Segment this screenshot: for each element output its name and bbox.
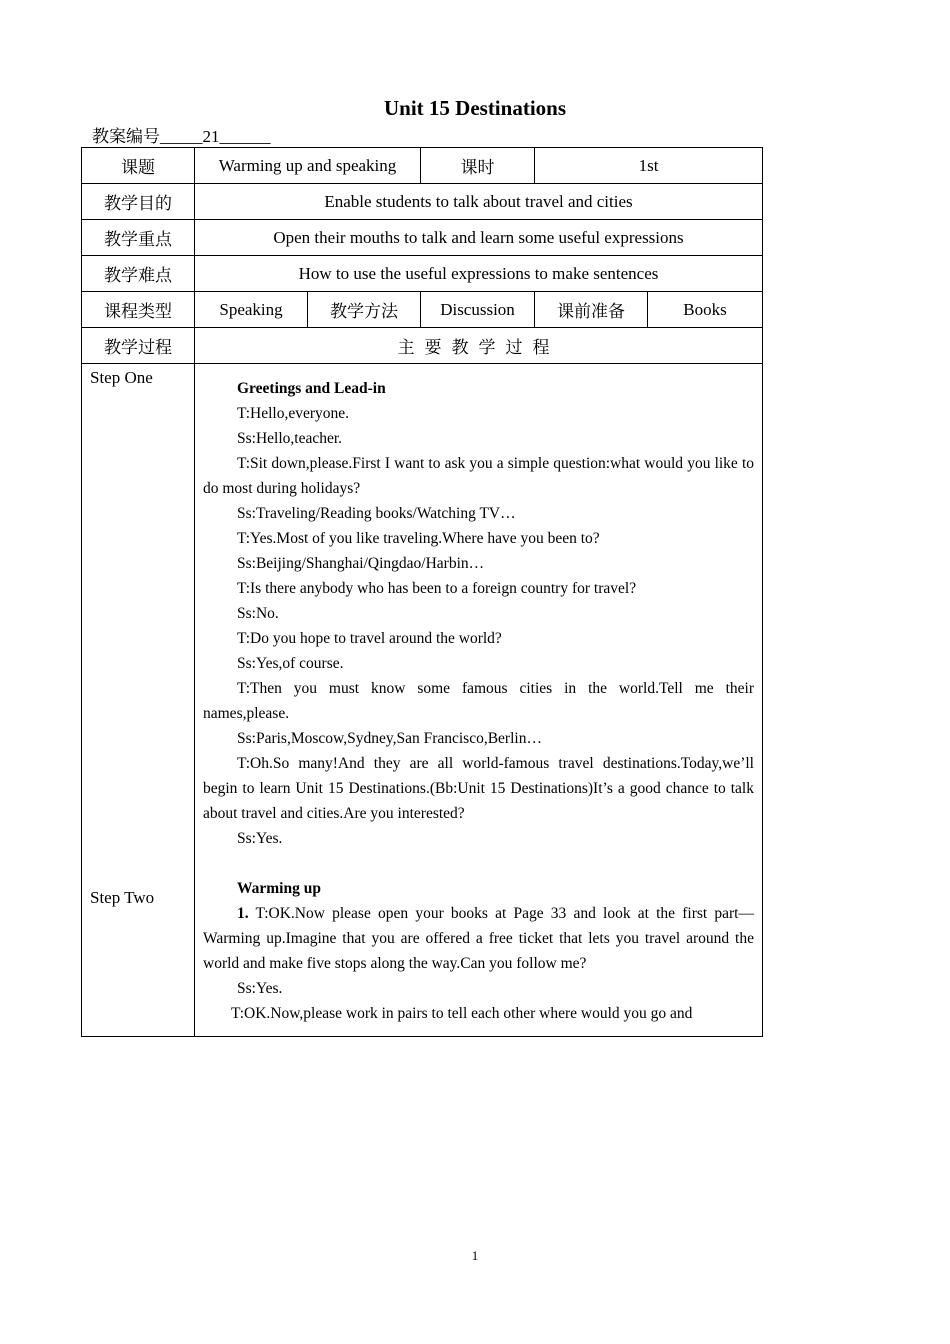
page-number: 1 — [471, 1248, 479, 1263]
item-text: T:OK.Now please open your books at Page 33 and look at the first part—Warming up.Imagine that you are offered a free ticket that lets you travel around the world and make five stops along the way.Can you follow me? — [203, 905, 754, 972]
dialogue-line: T:OK.Now,please work in pairs to tell each other where would you go and — [231, 1005, 693, 1022]
cell-label-course-type: 课程类型 — [82, 292, 195, 328]
cell-key-point-value: Open their mouths to talk and learn some useful expressions — [195, 220, 763, 256]
cell-label-process: 教学过程 — [82, 328, 195, 364]
step-column — [82, 364, 195, 1037]
dialogue-line: Ss:Yes. — [237, 980, 283, 997]
cell-aim-value: Enable students to talk about travel and cities — [195, 184, 763, 220]
teaching-process-content — [195, 364, 763, 1037]
section-heading: Warming up — [237, 880, 321, 897]
table-row — [82, 184, 763, 220]
cell-preparation-value: Books — [648, 292, 763, 328]
dialogue-line: Ss:Traveling/Reading books/Watching TV… — [237, 505, 516, 522]
dialogue-line: Ss:Yes,of course. — [237, 655, 344, 672]
dialogue-line: T:Yes.Most of you like traveling.Where have you been to? — [237, 530, 600, 547]
dialogue-line: T:Do you hope to travel around the world? — [237, 630, 502, 647]
cell-difficulty-value: How to use the useful expressions to make sentences — [195, 256, 763, 292]
cell-topic-value: Warming up and speaking — [195, 148, 421, 184]
dialogue-line: Ss:Yes. — [237, 830, 283, 847]
cell-label-period: 课时 — [421, 148, 535, 184]
table-row — [82, 328, 763, 364]
lesson-plan-number: 教案编号_____21______ — [92, 127, 271, 146]
dialogue-line — [203, 901, 754, 976]
table-row — [82, 292, 763, 328]
cell-label-difficulty: 教学难点 — [82, 256, 195, 292]
table-row — [82, 220, 763, 256]
dialogue-line: Ss:No. — [237, 605, 279, 622]
document-title: Unit 15 Destinations — [383, 96, 567, 120]
step-one-label: Step One — [90, 368, 153, 387]
cell-process-heading: 主要教学过程 — [195, 328, 763, 364]
section-heading: Greetings and Lead-in — [237, 380, 386, 397]
step-two-label: Step Two — [90, 888, 155, 907]
table-row — [82, 148, 763, 184]
table-row — [82, 364, 763, 1037]
lesson-plan-table — [81, 147, 763, 1037]
table-row — [82, 256, 763, 292]
dialogue-line: Ss:Hello,teacher. — [237, 430, 343, 447]
dialogue-line: T:Then you must know some famous cities in the world.Tell me their names,please. — [203, 680, 754, 722]
cell-course-type-value: Speaking — [195, 292, 308, 328]
cell-label-method: 教学方法 — [308, 292, 421, 328]
cell-label-preparation: 课前准备 — [535, 292, 648, 328]
dialogue-line: T:Is there anybody who has been to a foreign country for travel? — [237, 580, 637, 597]
cell-label-key-point: 教学重点 — [82, 220, 195, 256]
cell-label-topic: 课题 — [82, 148, 195, 184]
cell-label-aim: 教学目的 — [82, 184, 195, 220]
dialogue-line: Ss:Paris,Moscow,Sydney,San Francisco,Berlin… — [237, 730, 542, 747]
dialogue-line: Ss:Beijing/Shanghai/Qingdao/Harbin… — [237, 555, 485, 572]
item-number: 1. — [237, 905, 249, 922]
dialogue-line: T:Oh.So many!And they are all world-famous travel destinations.Today,we’ll begin to learn Unit 15 Destinations.(Bb:Unit 15 Destinations)It’s a good chance to talk about travel and cities.Are you interested? — [203, 755, 754, 822]
cell-period-value: 1st — [535, 148, 763, 184]
dialogue-line: T:Hello,everyone. — [237, 405, 349, 422]
blank-line — [203, 851, 754, 876]
cell-method-value: Discussion — [421, 292, 535, 328]
dialogue-line: T:Sit down,please.First I want to ask you a simple question:what would you like to do most during holidays? — [203, 455, 754, 497]
